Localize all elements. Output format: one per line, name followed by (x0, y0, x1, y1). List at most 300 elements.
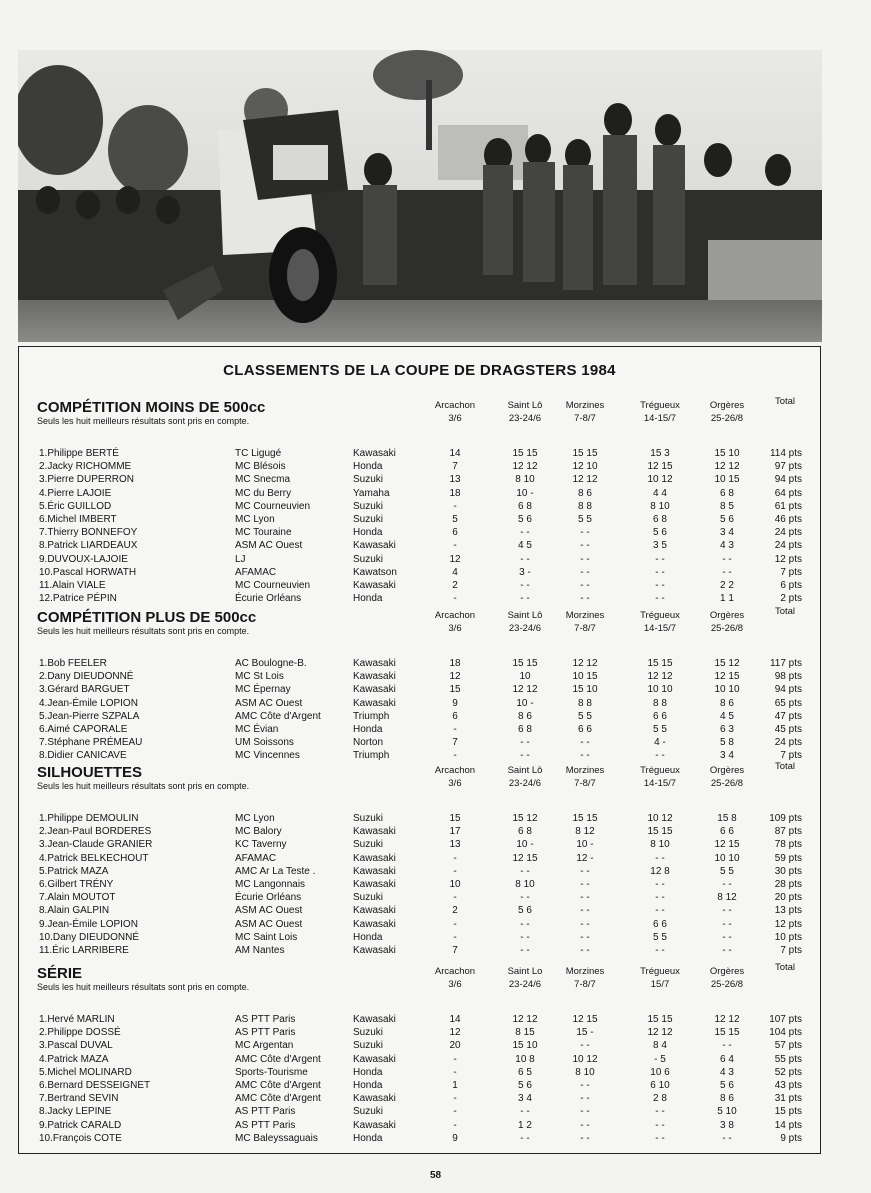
round-score: - (453, 1106, 457, 1118)
club-name: AMC Ar La Teste . (235, 865, 316, 877)
round-score: 10 6 (650, 1066, 670, 1078)
round-score: - (453, 593, 457, 605)
table-row (19, 460, 820, 473)
club-name: ASM AC Ouest (235, 905, 303, 917)
club-name: Écurie Orléans (235, 892, 302, 904)
round-score: 12 10 (572, 461, 598, 473)
round-score: - - (520, 1132, 530, 1144)
total-points: 24 pts (774, 737, 802, 749)
bike-make: Kawasaki (353, 580, 396, 591)
section-1 (19, 606, 820, 763)
round-score: - - (655, 892, 665, 904)
rider-name: 4.Patrick BELKECHOUT (39, 852, 149, 864)
rider-name: 8.Didier CANICAVE (39, 750, 127, 762)
round-score: 2 2 (720, 580, 734, 591)
round-score: - 5 (654, 1053, 666, 1065)
round-score: 6 6 (578, 724, 592, 735)
bike-make: Triumph (353, 710, 390, 722)
round-score: 5 6 (518, 514, 532, 525)
section-title: SÉRIE (37, 965, 83, 982)
table-row (19, 1013, 820, 1026)
round-score: 12 15 (572, 1014, 598, 1025)
round-score: 8 8 (578, 697, 592, 709)
round-score: 4 (452, 566, 458, 578)
round-score: 6 8 (720, 487, 734, 499)
header-date: 7-8/7 (574, 623, 596, 634)
table-row (19, 1039, 820, 1052)
round-score: 6 6 (653, 710, 667, 722)
total-points: 114 pts (769, 448, 802, 459)
round-score: 6 5 (518, 1066, 532, 1078)
round-score: 15 15 (647, 826, 673, 838)
bike-make: Suzuki (353, 813, 384, 824)
round-score: 6 3 (720, 724, 734, 735)
total-points: 104 pts (769, 1027, 802, 1039)
table-row (19, 904, 820, 917)
total-points: 30 pts (774, 865, 802, 877)
round-score: - - (520, 918, 530, 930)
rider-name: 8.Patrick LIARDEAUX (39, 540, 138, 552)
round-score: - - (722, 918, 732, 930)
total-points: 24 pts (774, 527, 802, 539)
section-2 (19, 761, 820, 957)
dragster-motorcycle-photo (18, 50, 822, 342)
rider-name: 4.Jean-Émile LOPION (39, 697, 138, 709)
round-score: - - (580, 931, 590, 943)
round-score: 8 10 (575, 1066, 595, 1078)
round-score: 8 15 (515, 1027, 535, 1039)
total-points: 14 pts (774, 1119, 802, 1131)
club-name: MC Épernay (235, 684, 291, 696)
header-event: Saint Lo (507, 966, 543, 977)
round-score: - (453, 1119, 457, 1131)
round-score: - - (655, 566, 665, 578)
header-date: 3/6 (448, 778, 462, 789)
round-score: 12 - (576, 852, 594, 864)
total-points: 7 pts (780, 750, 802, 762)
round-score: - (453, 1093, 457, 1105)
club-name: MC Lyon (235, 813, 275, 824)
round-score: 12 15 (714, 671, 740, 683)
round-score: 5 5 (653, 931, 667, 943)
club-name: MC Vincennes (235, 750, 300, 762)
bike-make: Kawasaki (353, 905, 396, 917)
round-score: 1 1 (720, 593, 734, 605)
bike-make: Norton (353, 737, 384, 749)
round-score: 12 12 (572, 474, 598, 486)
club-name: ASM AC Ouest (235, 697, 303, 709)
round-score: 5 6 (518, 1080, 532, 1091)
table-row (19, 473, 820, 486)
round-score: 12 12 (647, 671, 673, 683)
table-row (19, 1053, 820, 1066)
round-score: - - (722, 1040, 732, 1052)
header-event: Arcachon (434, 765, 476, 776)
header-event: Saint Lô (507, 400, 543, 411)
round-score: - - (580, 580, 590, 591)
round-score: 14 (449, 1014, 461, 1025)
table-row (19, 891, 820, 904)
total-points: 7 pts (780, 945, 802, 956)
round-score: - - (580, 918, 590, 930)
club-name: ASM AC Ouest (235, 918, 303, 930)
total-points: 9 pts (780, 1132, 802, 1144)
round-score: 15 15 (714, 1027, 740, 1039)
round-score: 15 10 (572, 684, 598, 696)
table-row (19, 710, 820, 723)
table-row (19, 447, 820, 460)
bike-make: Honda (353, 527, 383, 539)
column-header (419, 399, 491, 425)
round-score: 6 8 (518, 724, 532, 735)
total-points: 57 pts (774, 1040, 802, 1052)
round-score: - - (655, 1106, 665, 1118)
round-score: - (453, 724, 457, 735)
rider-name: 3.Pascal DUVAL (39, 1040, 113, 1052)
round-score: 5 (452, 514, 458, 525)
header-event: Saint Lô (507, 765, 543, 776)
header-date: 7-8/7 (574, 979, 596, 990)
club-name: AMC Côte d'Argent (235, 1093, 321, 1105)
bike-make: Honda (353, 1080, 383, 1091)
round-score: 15 3 (650, 448, 670, 459)
header-event: Morzines (565, 610, 605, 621)
round-score: 10 (519, 671, 531, 683)
round-score: - - (580, 540, 590, 552)
rider-name: 4.Patrick MAZA (39, 1053, 109, 1065)
round-score: - - (655, 945, 665, 956)
table-row (19, 1119, 820, 1132)
round-score: 8 8 (653, 697, 667, 709)
table-row (19, 1079, 820, 1092)
round-score: 12 15 (512, 852, 538, 864)
rider-name: 7.Thierry BONNEFOY (39, 527, 138, 539)
bike-make: Suzuki (353, 553, 384, 565)
header-date: 25-26/8 (710, 413, 744, 424)
club-name: MC Courneuvien (235, 500, 311, 512)
round-score: 10 12 (572, 1053, 598, 1065)
club-name: AS PTT Paris (235, 1014, 296, 1025)
header-date: 3/6 (448, 413, 462, 424)
round-score: 10 (449, 879, 461, 890)
header-event: Arcachon (434, 966, 476, 977)
round-score: 15 - (576, 1027, 594, 1039)
round-score: - - (520, 593, 530, 605)
round-score: - (453, 500, 457, 512)
total-points: 87 pts (774, 826, 802, 838)
round-score: - (453, 1066, 457, 1078)
round-score: 15 12 (714, 658, 740, 669)
round-score: 6 8 (518, 500, 532, 512)
round-score: 2 (452, 905, 458, 917)
rider-name: 9.Patrick CARALD (39, 1119, 122, 1131)
total-points: 94 pts (774, 474, 802, 486)
club-name: MC du Berry (235, 487, 292, 499)
rider-name: 12.Patrice PÉPIN (39, 593, 117, 605)
total-points: 24 pts (774, 540, 802, 552)
club-name: MC Snecma (235, 474, 291, 486)
round-score: - - (655, 879, 665, 890)
round-score: - (453, 931, 457, 943)
round-score: 15 10 (714, 448, 740, 459)
round-score: 15 12 (512, 813, 538, 824)
table-row (19, 865, 820, 878)
bike-make: Kawasaki (353, 879, 396, 890)
section-title: COMPÉTITION PLUS DE 500cc (37, 609, 257, 626)
round-score: 9 (452, 697, 458, 709)
round-score: 13 (449, 474, 461, 486)
column-header (624, 399, 696, 425)
club-name: AFAMAC (235, 566, 277, 578)
bike-make: Kawasaki (353, 1093, 396, 1105)
club-name: MC Blésois (235, 461, 286, 473)
section-title: COMPÉTITION MOINS DE 500cc (37, 399, 266, 416)
round-score: 5 10 (717, 1106, 737, 1118)
rider-name: 5.Michel MOLINARD (39, 1066, 132, 1078)
round-score: - - (655, 1132, 665, 1144)
round-score: - - (722, 945, 732, 956)
column-header (419, 609, 491, 635)
round-score: 15 15 (512, 658, 538, 669)
section-note: Seuls les huit meilleurs résultats sont pris en compte. (37, 626, 250, 636)
header-date: 25-26/8 (710, 979, 744, 990)
round-score: 3 4 (720, 750, 734, 762)
bike-make: Honda (353, 593, 383, 605)
round-score: 8 10 (650, 839, 670, 851)
table-row (19, 931, 820, 944)
bike-make: Kawasaki (353, 945, 396, 956)
header-date: 23-24/6 (508, 979, 542, 990)
bike-make: Honda (353, 1066, 383, 1078)
main-title: CLASSEMENTS DE LA COUPE DE DRAGSTERS 1984 (223, 362, 616, 379)
bike-make: Honda (353, 931, 383, 943)
round-score: 5 8 (720, 737, 734, 749)
round-score: - - (580, 865, 590, 877)
round-score: - - (580, 892, 590, 904)
club-name: AFAMAC (235, 852, 277, 864)
header-event: Morzines (565, 966, 605, 977)
total-points: 12 pts (774, 553, 802, 565)
bike-make: Kawasaki (353, 852, 396, 864)
round-score: 8 8 (578, 500, 592, 512)
round-score: 13 (449, 839, 461, 851)
club-name: MC Évian (235, 724, 279, 735)
total-points: 12 pts (774, 918, 802, 930)
round-score: 15 15 (647, 658, 673, 669)
rider-name: 5.Jean-Pierre SZPALA (39, 710, 140, 722)
round-score: 3 4 (720, 527, 734, 539)
rider-name: 2.Dany DIEUDONNÉ (39, 671, 134, 683)
total-points: 94 pts (774, 684, 802, 696)
round-score: 20 (449, 1040, 461, 1052)
column-header (749, 605, 821, 618)
round-score: - (453, 540, 457, 552)
column-header (549, 609, 621, 635)
round-score: - - (655, 1119, 665, 1131)
rider-name: 1.Bob FEELER (39, 658, 107, 669)
club-name: AC Boulogne-B. (235, 658, 307, 669)
round-score: - - (520, 737, 530, 749)
rider-name: 8.Alain GALPIN (39, 905, 110, 917)
bike-make: Kawasaki (353, 540, 396, 552)
bike-make: Suzuki (353, 1040, 384, 1052)
total-points: 107 pts (769, 1014, 802, 1025)
header-date: 23-24/6 (508, 623, 542, 634)
table-row (19, 1132, 820, 1145)
rider-name: 6.Bernard DESSEIGNET (39, 1080, 151, 1091)
rider-name: 5.Patrick MAZA (39, 865, 109, 877)
round-score: 3 5 (653, 540, 667, 552)
club-name: ASM AC Ouest (235, 540, 303, 552)
round-score: - - (722, 931, 732, 943)
round-score: - - (580, 527, 590, 539)
club-name: UM Soissons (235, 737, 294, 749)
column-header (749, 395, 821, 408)
round-score: 9 (452, 1132, 458, 1144)
round-score: 3 - (519, 566, 531, 578)
bike-make: Kawasaki (353, 697, 396, 709)
rider-name: 6.Aimé CAPORALE (39, 724, 128, 735)
header-date: 3/6 (448, 623, 462, 634)
round-score: 5 6 (720, 1080, 734, 1091)
header-event: Saint Lô (507, 610, 543, 621)
table-row (19, 1066, 820, 1079)
table-row (19, 500, 820, 513)
header-date: 25-26/8 (710, 623, 744, 634)
section-note: Seuls les huit meilleurs résultats sont pris en compte. (37, 982, 250, 992)
header-event: Trégueux (640, 765, 680, 776)
round-score: 12 15 (647, 461, 673, 473)
round-score: - - (580, 737, 590, 749)
column-header (624, 965, 696, 991)
total-points: 43 pts (774, 1080, 802, 1091)
rider-name: 11.Éric LARRIBERE (39, 945, 129, 956)
round-score: - - (580, 1119, 590, 1131)
header-date: 14-15/7 (643, 778, 677, 789)
header-event: Arcachon (434, 400, 476, 411)
round-score: 15 10 (512, 1040, 538, 1052)
round-score: 10 10 (714, 684, 740, 696)
round-score: 4 3 (720, 540, 734, 552)
rider-name: 7.Bertrand SEVIN (39, 1093, 119, 1105)
rider-name: 6.Michel IMBERT (39, 514, 117, 525)
bike-make: Kawasaki (353, 918, 396, 930)
header-event: Total (774, 606, 796, 617)
round-score: 12 12 (512, 461, 538, 473)
table-row (19, 526, 820, 539)
round-score: 12 12 (714, 461, 740, 473)
bike-make: Kawasaki (353, 865, 396, 877)
round-score: 14 (449, 448, 461, 459)
round-score: - - (520, 931, 530, 943)
round-score: - - (520, 892, 530, 904)
round-score: - - (580, 593, 590, 605)
round-score: - - (655, 553, 665, 565)
rider-name: 2.Jacky RICHOMME (39, 461, 132, 473)
bike-make: Yamaha (353, 487, 390, 499)
round-score: 15 8 (717, 813, 737, 824)
table-row (19, 812, 820, 825)
round-score: 10 8 (515, 1053, 535, 1065)
total-points: 109 pts (769, 813, 802, 824)
rider-name: 9.DUVOUX-LAJOIE (39, 553, 128, 565)
rider-name: 11.Alain VIALE (39, 580, 106, 591)
round-score: 12 12 (512, 1014, 538, 1025)
total-points: 78 pts (774, 839, 802, 851)
round-score: - - (520, 527, 530, 539)
rider-name: 4.Pierre LAJOIE (39, 487, 112, 499)
round-score: - - (520, 1106, 530, 1118)
round-score: 12 (449, 553, 461, 565)
club-name: MC Saint Lois (235, 931, 298, 943)
standings-table (18, 346, 821, 1154)
table-row (19, 878, 820, 891)
total-points: 59 pts (774, 852, 802, 864)
table-row (19, 592, 820, 605)
total-points: 2 pts (780, 593, 802, 605)
total-points: 47 pts (774, 710, 802, 722)
round-score: 4 3 (720, 1066, 734, 1078)
round-score: - - (580, 566, 590, 578)
bike-make: Kawasaki (353, 684, 396, 696)
bike-make: Kawasaki (353, 1053, 396, 1065)
club-name: Sports-Tourisme (235, 1066, 308, 1078)
round-score: - (453, 918, 457, 930)
round-score: - - (580, 1093, 590, 1105)
round-score: 10 - (576, 839, 594, 851)
round-score: 8 6 (518, 710, 532, 722)
round-score: 5 5 (578, 514, 592, 525)
round-score: 4 5 (720, 710, 734, 722)
club-name: AMC Côte d'Argent (235, 1080, 321, 1091)
section-note: Seuls les huit meilleurs résultats sont pris en compte. (37, 416, 250, 426)
round-score: 10 10 (647, 684, 673, 696)
section-3 (19, 962, 820, 1145)
round-score: 4 - (654, 737, 666, 749)
round-score: 6 6 (653, 918, 667, 930)
round-score: 8 6 (578, 487, 592, 499)
table-row (19, 852, 820, 865)
round-score: 15 (449, 684, 461, 696)
table-row (19, 918, 820, 931)
round-score: 10 - (516, 839, 534, 851)
total-points: 117 pts (769, 658, 802, 669)
bike-make: Honda (353, 1132, 383, 1144)
column-header (419, 764, 491, 790)
bike-make: Kawasaki (353, 826, 396, 838)
round-score: - (453, 1053, 457, 1065)
section-0 (19, 396, 820, 605)
round-score: - - (722, 905, 732, 917)
table-row (19, 683, 820, 696)
rider-name: 10.Pascal HORWATH (39, 566, 137, 578)
round-score: 7 (452, 461, 458, 473)
round-score: - - (580, 750, 590, 762)
round-score: 8 12 (575, 826, 595, 838)
rider-name: 2.Philippe DOSSÉ (39, 1027, 121, 1039)
round-score: 12 12 (572, 658, 598, 669)
table-row (19, 1026, 820, 1039)
table-row (19, 749, 820, 762)
total-points: 7 pts (780, 566, 802, 578)
rider-name: 9.Jean-Émile LOPION (39, 918, 138, 930)
total-points: 10 pts (774, 931, 802, 943)
total-points: 13 pts (774, 905, 802, 917)
rider-name: 3.Jean-Claude GRANIER (39, 839, 153, 851)
table-row (19, 944, 820, 957)
round-score: - - (520, 945, 530, 956)
round-score: 6 4 (720, 1053, 734, 1065)
